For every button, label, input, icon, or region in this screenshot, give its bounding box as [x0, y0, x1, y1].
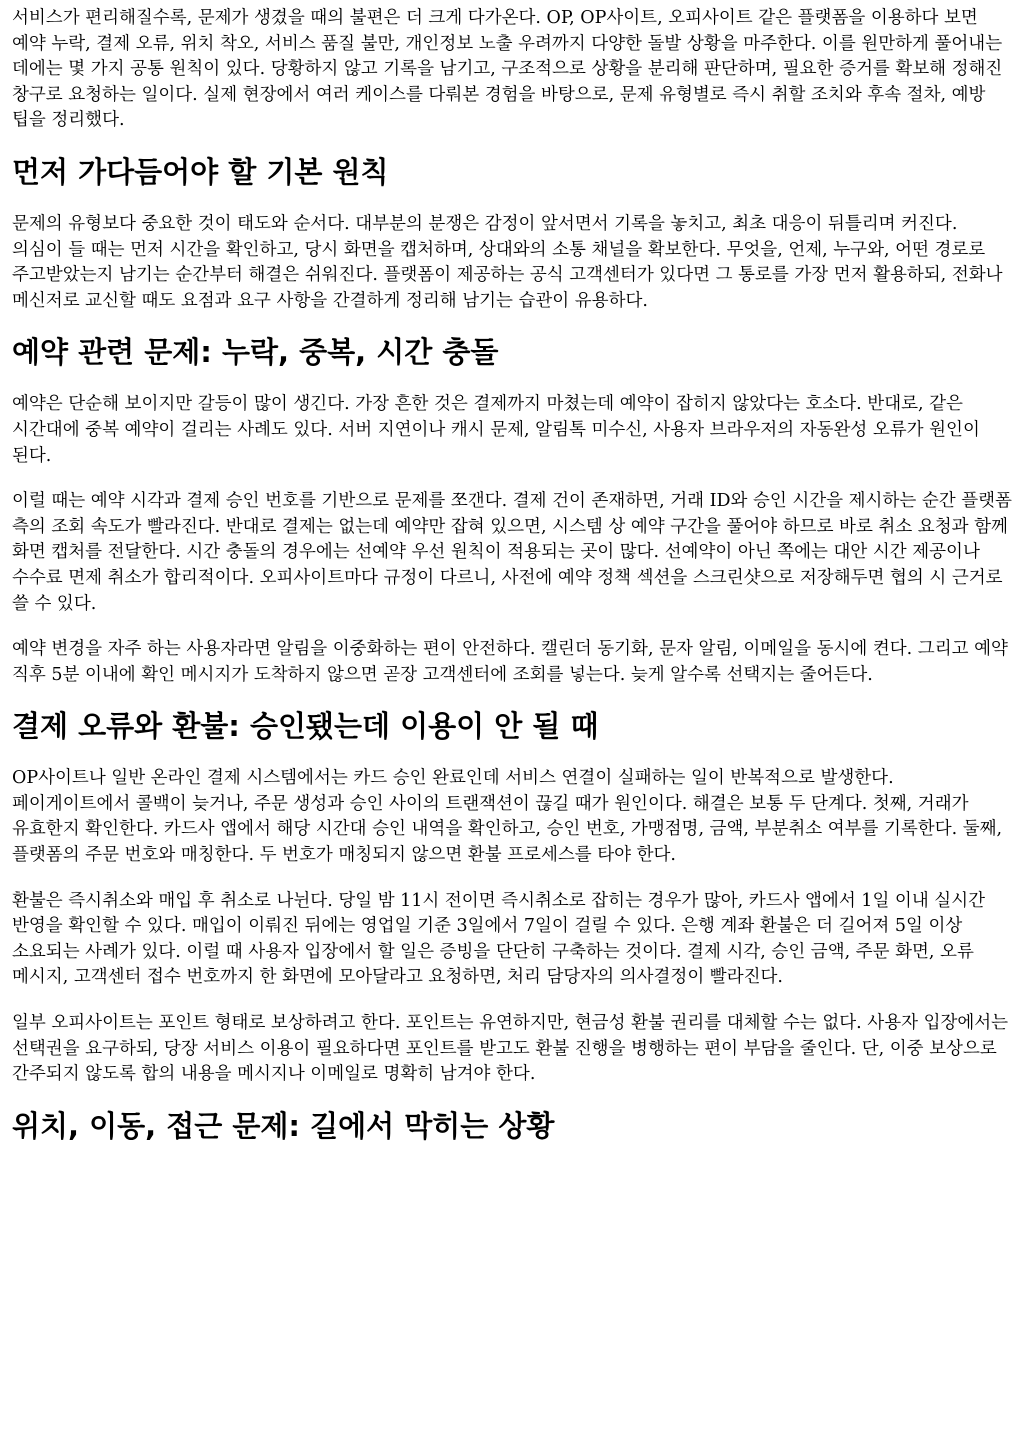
- section-heading-basic-principles: 먼저 가다듬어야 할 기본 원칙: [12, 154, 389, 189]
- paragraph: 환불은 즉시취소와 매입 후 취소로 나뉜다. 당일 밤 11시 전이면 즉시취소로 잡히는 경우가 많아, 카드사 앱에서 1일 이내 실시간 반영을 확인할 수 있다. 매입이 이뤄진 뒤에는 영업일 기준 3일에서 7일이 걸릴 수 있다. 은행 계좌 환불은 더 길어져 5일 이상 소요되는 사례가 있다. 이럴 때 사용자 입장에서 할 일은 증빙을 단단히 구축하는 것이다. 결제 시각, 승인 금액, 주문 화면, 오류 메시지, 고객센터 접수 번호까지 한 화면에 모아달라고 요청하면, 처리 담당자의 의사결정이 빨라진다.: [12, 890, 985, 988]
- paragraph: 문제의 유형보다 중요한 것이 태도와 순서다. 대부분의 분쟁은 감정이 앞서면서 기록을 놓치고, 최초 대응이 뒤틀리며 커진다. 의심이 들 때는 먼저 시간을 확인하고, 당시 화면을 캡처하며, 상대와의 소통 채널을 확보한다. 무엇을, 언제, 누구와, 어떤 경로로 주고받았는지 남기는 순간부터 해결은 쉬워진다. 플랫폼이 제공하는 공식 고객센터가 있다면 그 통로를 가장 먼저 활용하되, 전화나 메신저로 교신할 때도 요점과 요구 사항을 간결하게 정리해 남기는 습관이 유용하다.: [12, 213, 1003, 311]
- paragraph: 예약 변경을 자주 하는 사용자라면 알림을 이중화하는 편이 안전하다. 캘린더 동기화, 문자 알림, 이메일을 동시에 켠다. 그리고 예약 직후 5분 이내에 확인 메시지가 도착하지 않으면 곧장 고객센터에 조회를 넣는다. 늦게 알수록 선택지는 줄어든다.: [12, 639, 1008, 685]
- paragraph: 일부 오피사이트는 포인트 형태로 보상하려고 한다. 포인트는 유연하지만, 현금성 환불 권리를 대체할 수는 없다. 사용자 입장에서는 선택권을 요구하되, 당장 서비스 이용이 필요하다면 포인트를 받고도 환불 진행을 병행하는 편이 부담을 줄인다. 단, 이중 보상으로 간주되지 않도록 합의 내용을 메시지나 이메일로 명확히 남겨야 한다.: [12, 1013, 1009, 1085]
- section-heading-reservation-issues: 예약 관련 문제: 누락, 중복, 시간 충돌: [12, 335, 499, 370]
- section-heading-payment-refund: 결제 오류와 환불: 승인됐는데 이용이 안 될 때: [12, 709, 599, 744]
- paragraph: 예약은 단순해 보이지만 갈등이 많이 생긴다. 가장 흔한 것은 결제까지 마쳤는데 예약이 잡히지 않았다는 호소다. 반대로, 같은 시간대에 중복 예약이 걸리는 사례도 있다. 서버 지연이나 캐시 문제, 알림톡 미수신, 사용자 브라우저의 자동완성 오류가 원인이 된다.: [12, 394, 980, 466]
- paragraph: OP사이트나 일반 온라인 결제 시스템에서는 카드 승인 완료인데 서비스 연결이 실패하는 일이 반복적으로 발생한다. 페이게이트에서 콜백이 늦거나, 주문 생성과 승인 사이의 트랜잭션이 끊길 때가 원인이다. 해결은 보통 두 단계다. 첫째, 거래가 유효한지 확인한다. 카드사 앱에서 해당 시간대 승인 내역을 확인하고, 승인 번호, 가맹점명, 금액, 부분취소 여부를 기록한다. 둘째, 플랫폼의 주문 번호와 매칭한다. 두 번호가 매칭되지 않으면 환불 프로세스를 타야 한다.: [12, 768, 1003, 866]
- intro-paragraph: 서비스가 편리해질수록, 문제가 생겼을 때의 불편은 더 크게 다가온다. OP, OP사이트, 오피사이트 같은 플랫폼을 이용하다 보면 예약 누락, 결제 오류, 위치 착오, 서비스 품질 불만, 개인정보 노출 우려까지 다양한 돌발 상황을 마주한다. 이를 원만하게 풀어내는 데에는 몇 가지 공통 원칙이 있다. 당황하지 않고 기록을 남기고, 구조적으로 상황을 분리해 판단하며, 필요한 증거를 확보해 정해진 창구로 요청하는 일이다. 실제 현장에서 여러 케이스를 다뤄본 경험을 바탕으로, 문제 유형별로 즉시 취할 조치와 후속 절차, 예방 팁을 정리했다.: [12, 8, 1003, 131]
- paragraph: 이럴 때는 예약 시각과 결제 승인 번호를 기반으로 문제를 쪼갠다. 결제 건이 존재하면, 거래 ID와 승인 시간을 제시하는 순간 플랫폼 측의 조회 속도가 빨라진다. 반대로 결제는 없는데 예약만 잡혀 있으면, 시스템 상 예약 구간을 풀어야 하므로 바로 취소 요청과 함께 화면 캡처를 전달한다. 시간 충돌의 경우에는 선예약 우선 원칙이 적용되는 곳이 많다. 선예약이 아닌 쪽에는 대안 시간 제공이나 수수료 면제 취소가 합리적이다. 오피사이트마다 규정이 다르니, 사전에 예약 정책 섹션을 스크린샷으로 저장해두면 협의 시 근거로 쓸 수 있다.: [12, 491, 1012, 614]
- section-heading-location-access: 위치, 이동, 접근 문제: 길에서 막히는 상황: [12, 1108, 555, 1143]
